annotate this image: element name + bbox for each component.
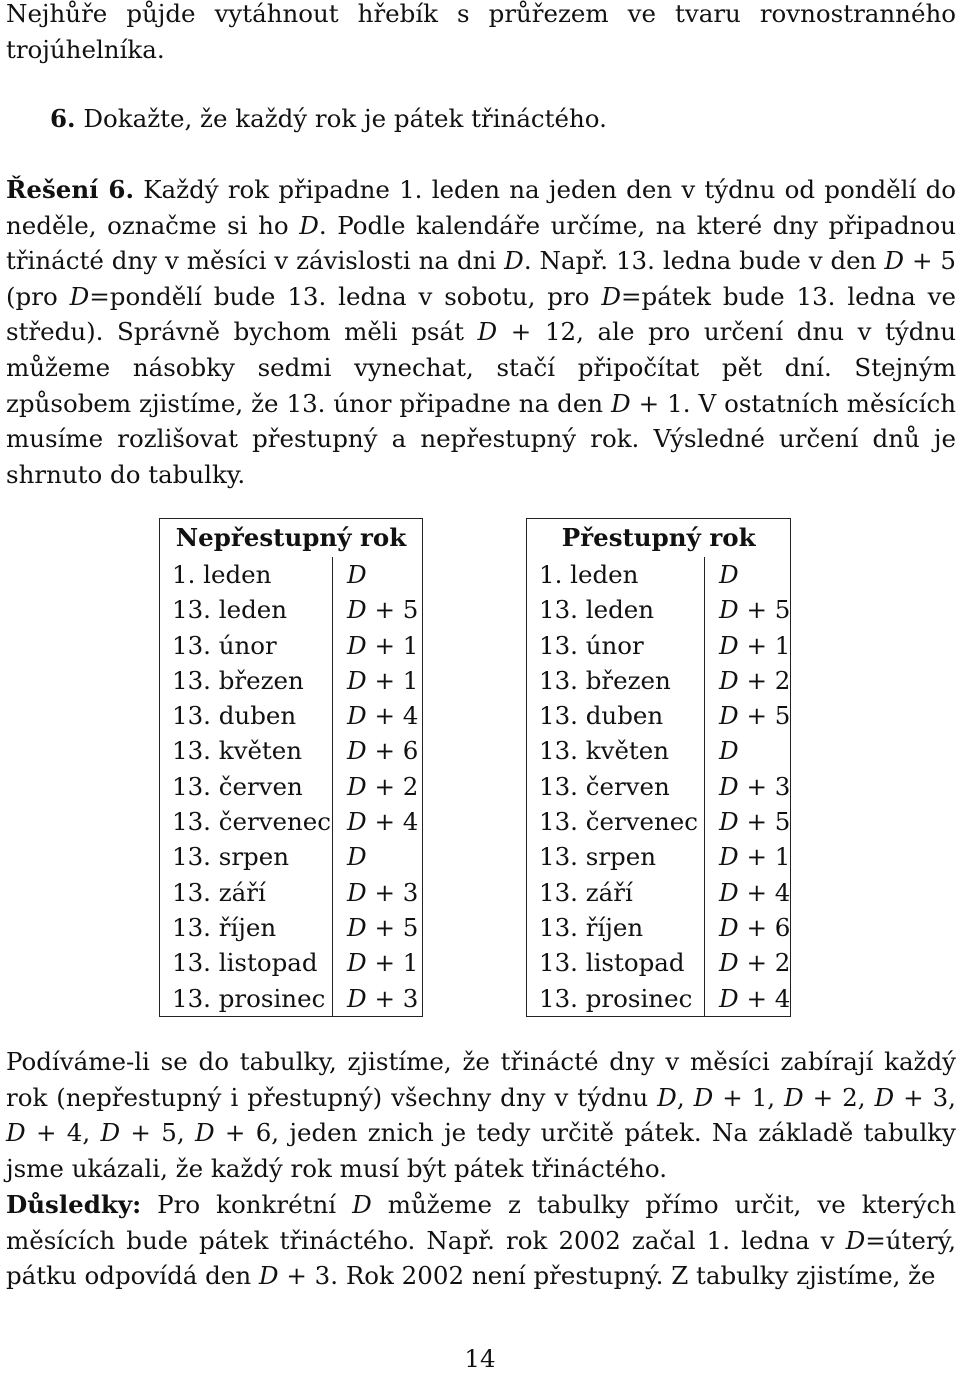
problem-6 <box>50 101 950 137</box>
problem-statement: Dokažte, že každý rok je pátek třináctého. <box>75 104 607 133</box>
month-cell: 13. únor <box>539 630 644 660</box>
non-leap-year-table <box>159 518 423 1017</box>
month-cell: 13. duben <box>172 701 297 731</box>
weekday-offset-cell: D + 2 <box>705 945 791 980</box>
table-row <box>160 769 423 804</box>
weekday-offset-cell: D + 5 <box>333 592 423 627</box>
table-row <box>527 875 791 910</box>
weekday-offset-cell: D + 4 <box>333 698 423 733</box>
month-cell: 13. prosinec <box>539 983 693 1013</box>
table-row <box>527 981 791 1017</box>
month-cell: 13. květen <box>172 736 303 766</box>
solution-label: Řešení 6. <box>6 175 135 204</box>
weekday-offset-cell: D <box>333 557 423 592</box>
weekday-offset-cell: D + 6 <box>333 733 423 768</box>
month-cell: 13. leden <box>539 595 655 625</box>
table-row <box>527 663 791 698</box>
weekday-offset-cell: D + 3 <box>333 875 423 910</box>
month-cell: 1. leden <box>172 560 272 589</box>
table-row <box>160 733 423 768</box>
month-cell: 13. duben <box>539 701 664 731</box>
weekday-offset-cell: D + 2 <box>333 769 423 804</box>
weekday-offset-cell: D <box>333 839 423 874</box>
table-row <box>160 557 423 592</box>
weekday-offset-cell: D + 2 <box>705 663 791 698</box>
month-cell: 13. červen <box>172 771 303 801</box>
table-row <box>160 698 423 733</box>
weekday-offset-cell: D + 5 <box>333 910 423 945</box>
month-cell: 13. srpen <box>539 842 656 872</box>
month-cell: 13. listopad <box>172 948 318 978</box>
weekday-offset-cell: D + 5 <box>705 804 791 839</box>
month-cell: 13. leden <box>172 595 288 625</box>
month-cell: 13. březen <box>172 665 304 695</box>
table-row <box>160 875 423 910</box>
leap-year-title: Přestupný rok <box>561 523 756 552</box>
non-leap-year-title: Nepřestupný rok <box>175 523 407 552</box>
problem-number: 6. <box>50 104 76 133</box>
table-row <box>160 592 423 627</box>
weekday-offset-cell: D + 3 <box>705 769 791 804</box>
table-row <box>527 592 791 627</box>
weekday-offset-cell: D + 1 <box>333 945 423 980</box>
table-row <box>527 698 791 733</box>
weekday-offset-cell: D + 4 <box>705 981 791 1017</box>
table-row <box>527 769 791 804</box>
table-row <box>527 945 791 980</box>
month-cell: 1. leden <box>539 560 639 589</box>
weekday-offset-cell: D + 4 <box>333 804 423 839</box>
month-cell: 13. červenec <box>539 807 699 837</box>
weekday-offset-cell: D + 1 <box>333 628 423 663</box>
weekday-offset-cell: D + 1 <box>333 663 423 698</box>
weekday-offset-cell: D + 4 <box>705 875 791 910</box>
table-row <box>160 910 423 945</box>
weekday-offset-cell: D + 5 <box>705 592 791 627</box>
weekday-offset-cell: D + 1 <box>705 839 791 874</box>
solution-paragraph <box>6 172 956 492</box>
consequences-paragraph <box>6 1187 956 1294</box>
weekday-offset-cell: D + 1 <box>705 628 791 663</box>
weekday-offset-cell: D <box>705 733 791 768</box>
table-row <box>160 839 423 874</box>
month-cell: 13. září <box>172 877 266 907</box>
month-cell: 13. březen <box>539 665 671 695</box>
page-number: 14 <box>464 1344 496 1373</box>
conclusion-paragraph: Podíváme-li se do tabulky, zjistíme, že třinácté dny v měsíci zabírají každý rok (nepřestupný i přestupný) všechny dny v týdnu D, D + 1, D + 2, D + 3, D + 4, D + 5, D + 6, jeden znich je tedy určitě pátek. Na základě tabulky jsme ukázali, že každý rok musí být pátek třináctého. <box>6 1047 956 1183</box>
solution-text: Každý rok připadne 1. leden na jeden den v týdnu od pondělí do neděle, označme si ho D. Podle kalendáře určíme, na které dny připadnou třinácté dny v měsíci v závislosti na dni D. Např. 13. ledna bude v den D + 5 (pro D=pondělí bude 13. ledna v sobotu, pro D=pátek bude 13. ledna ve středu). Správně bychom měli psát D + 12, ale pro určení dnu v týdnu můžeme násobky sedmi vynechat, stačí připočítat pět dní. Stejným způsobem zjistíme, že 13. únor připadne na den D + 1. V ostatních měsících musíme rozlišovat přestupný a nepřestupný rok. Výsledné určení dnů je shrnuto do tabulky. <box>6 175 957 489</box>
table-row <box>527 628 791 663</box>
weekday-offset-cell: D <box>705 557 791 592</box>
month-cell: 13. únor <box>172 630 277 660</box>
consequences-label: Důsledky: <box>6 1190 142 1219</box>
table-row <box>527 733 791 768</box>
month-cell: 13. říjen <box>172 912 277 942</box>
month-cell: 13. říjen <box>539 912 644 942</box>
month-cell: 13. prosinec <box>172 983 326 1013</box>
table-row <box>527 804 791 839</box>
leap-year-table <box>526 518 791 1017</box>
month-cell: 13. červenec <box>172 807 332 837</box>
weekday-offset-cell: D + 3 <box>333 981 423 1017</box>
table-row <box>160 804 423 839</box>
month-cell: 13. září <box>539 877 633 907</box>
month-cell: 13. listopad <box>539 948 685 978</box>
month-cell: 13. červen <box>539 771 670 801</box>
month-cell: 13. květen <box>539 736 670 766</box>
table-row <box>527 557 791 592</box>
table-row <box>160 981 423 1017</box>
table-row <box>527 839 791 874</box>
consequences-text: Pro konkrétní D můžeme z tabulky přímo určit, ve kterých měsících bude pátek třináctého. Např. rok 2002 začal 1. ledna v D=úterý, pátku odpovídá den D + 3. Rok 2002 není přestupný. Z tabulky zjistíme, že <box>6 1190 956 1291</box>
weekday-offset-cell: D + 6 <box>705 910 791 945</box>
table-row <box>527 910 791 945</box>
table-row <box>160 663 423 698</box>
table-row <box>160 945 423 980</box>
month-cell: 13. srpen <box>172 842 289 872</box>
table-row <box>160 628 423 663</box>
calendar-tables <box>0 518 960 1018</box>
weekday-offset-cell: D + 5 <box>705 698 791 733</box>
intro-paragraph: Nejhůře půjde vytáhnout hřebík s průřezem ve tvaru rovnostranného trojúhelníka. <box>6 0 956 64</box>
